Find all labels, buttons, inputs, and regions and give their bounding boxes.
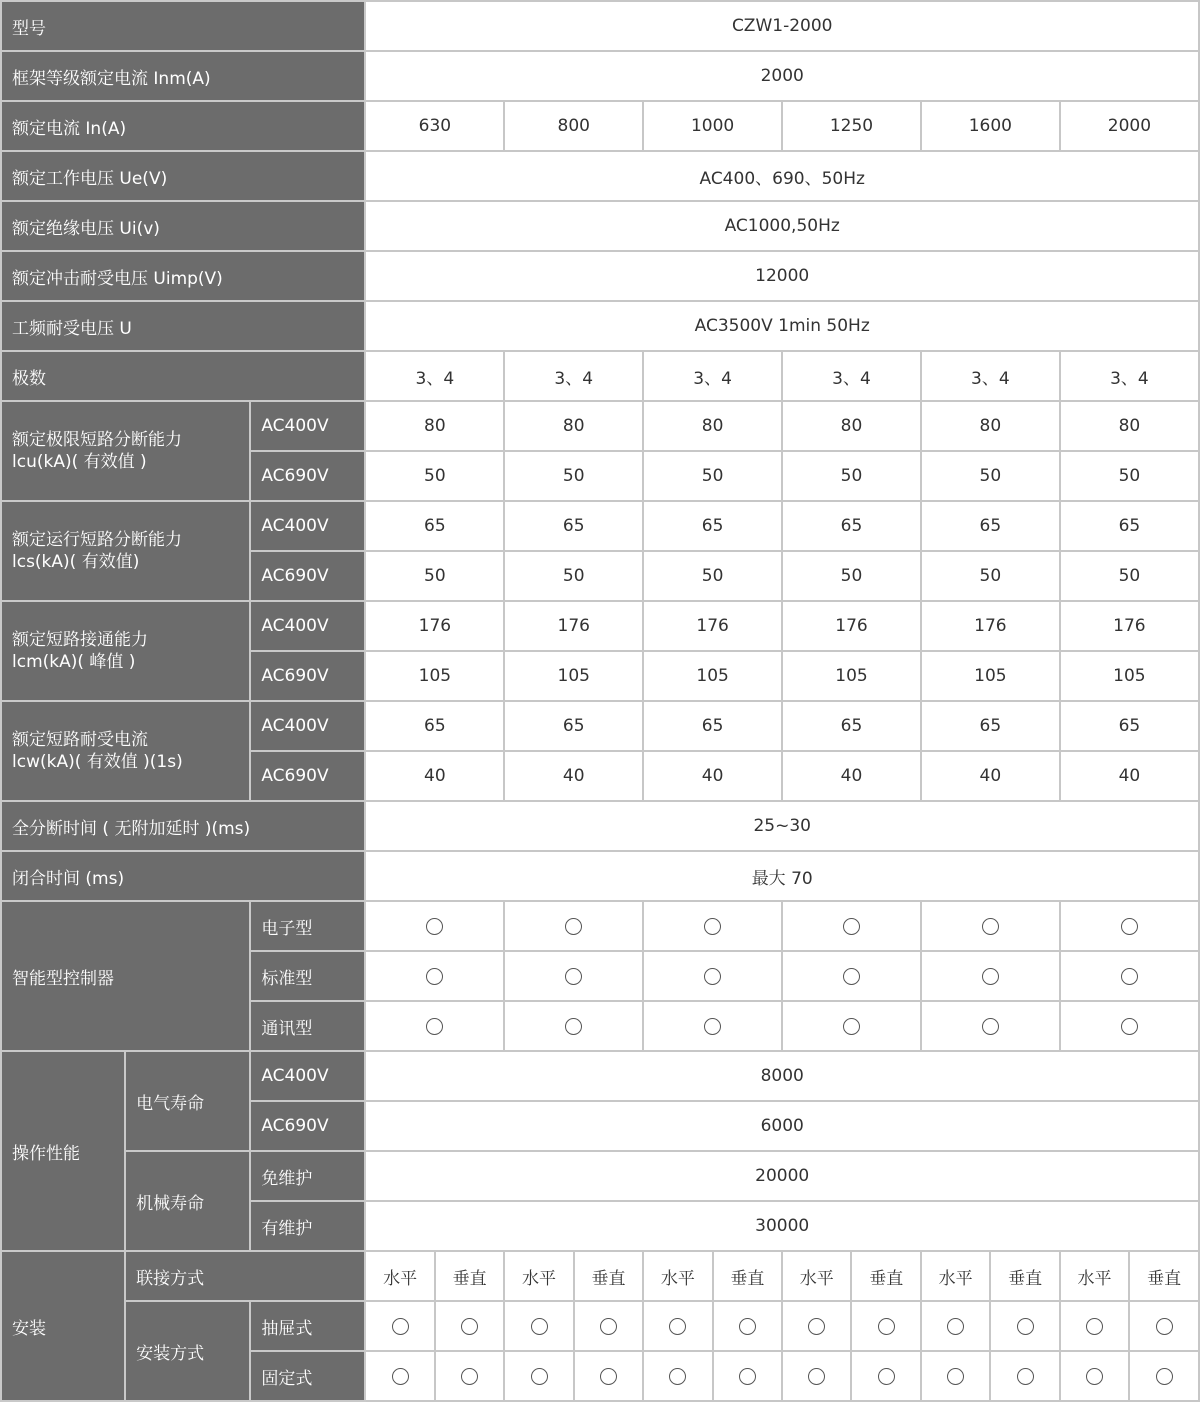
circle-icon — [843, 1018, 860, 1035]
row-poles — [1, 351, 1199, 401]
voltage-label: AC400V — [250, 401, 365, 451]
supported-cell — [1129, 1351, 1199, 1401]
row-controller-electronic — [1, 901, 1199, 951]
row-label: 额定电流 In(A) — [1, 101, 365, 151]
row-label: 工频耐受电压 U — [1, 301, 365, 351]
row-rated-current — [1, 101, 1199, 151]
cell-value: 65 — [782, 701, 921, 751]
row-value: 12000 — [365, 251, 1199, 301]
label-line: 额定短路耐受电流 — [12, 730, 148, 750]
cell-value: 65 — [921, 701, 1060, 751]
circle-icon — [531, 1368, 548, 1385]
supported-cell — [504, 901, 643, 951]
cell-value: 1600 — [921, 101, 1060, 151]
row-value: 6000 — [365, 1101, 1199, 1151]
cell-value: 65 — [921, 501, 1060, 551]
row-ics-ac400 — [1, 501, 1199, 551]
connection-value: 垂直 — [713, 1251, 782, 1301]
row-insulation-voltage — [1, 201, 1199, 251]
cell-value: 65 — [504, 501, 643, 551]
label-line: lcm(kA)( 峰值 ) — [12, 652, 136, 672]
maintenance-label: 有维护 — [250, 1201, 365, 1251]
cell-value: 50 — [782, 451, 921, 501]
icw-label — [1, 701, 250, 801]
supported-cell — [782, 951, 921, 1001]
supported-cell — [643, 1351, 712, 1401]
supported-cell — [435, 1301, 504, 1351]
circle-icon — [426, 1018, 443, 1035]
supported-cell — [574, 1351, 643, 1401]
circle-icon — [704, 918, 721, 935]
cell-value: 176 — [504, 601, 643, 651]
supported-cell — [643, 1001, 782, 1051]
label-line: lcw(kA)( 有效值 )(1s) — [12, 752, 183, 772]
cell-value: 50 — [1060, 551, 1199, 601]
install-label: 安装 — [1, 1251, 125, 1401]
controller-label: 智能型控制器 — [1, 901, 250, 1051]
cell-value: 80 — [782, 401, 921, 451]
cell-value: 1250 — [782, 101, 921, 151]
voltage-label: AC400V — [250, 601, 365, 651]
voltage-label: AC400V — [250, 1051, 365, 1101]
supported-cell — [435, 1351, 504, 1401]
cell-value: 50 — [504, 451, 643, 501]
cell-value: 3、4 — [1060, 351, 1199, 401]
circle-icon — [669, 1368, 686, 1385]
circle-icon — [1156, 1368, 1173, 1385]
circle-icon — [1121, 918, 1138, 935]
row-label: 型号 — [1, 1, 365, 51]
supported-cell — [365, 1001, 504, 1051]
drawer-label: 抽屉式 — [250, 1301, 365, 1351]
circle-icon — [704, 1018, 721, 1035]
supported-cell — [990, 1301, 1059, 1351]
circle-icon — [704, 968, 721, 985]
cell-value: 50 — [504, 551, 643, 601]
circle-icon — [426, 968, 443, 985]
cell-value: 65 — [643, 501, 782, 551]
row-power-freq-voltage — [1, 301, 1199, 351]
cell-value: 40 — [365, 751, 504, 801]
cell-value: 80 — [1060, 401, 1199, 451]
row-icm-ac400 — [1, 601, 1199, 651]
cell-value: 40 — [921, 751, 1060, 801]
supported-cell — [1060, 951, 1199, 1001]
supported-cell — [782, 1001, 921, 1051]
cell-value: 50 — [365, 451, 504, 501]
row-label: 全分断时间 ( 无附加延时 )(ms) — [1, 801, 365, 851]
row-value: AC3500V 1min 50Hz — [365, 301, 1199, 351]
row-label: 额定绝缘电压 Ui(v) — [1, 201, 365, 251]
supported-cell — [921, 1001, 1060, 1051]
voltage-label: AC690V — [250, 1101, 365, 1151]
row-label: 极数 — [1, 351, 365, 401]
connection-value: 水平 — [643, 1251, 712, 1301]
row-break-time — [1, 801, 1199, 851]
supported-cell — [782, 1351, 851, 1401]
supported-cell — [1060, 901, 1199, 951]
cell-value: 50 — [643, 451, 782, 501]
row-value: AC400、690、50Hz — [365, 151, 1199, 201]
cell-value: 105 — [365, 651, 504, 701]
supported-cell — [643, 951, 782, 1001]
supported-cell — [574, 1301, 643, 1351]
supported-cell — [643, 1301, 712, 1351]
cell-value: 176 — [782, 601, 921, 651]
row-value: 25~30 — [365, 801, 1199, 851]
voltage-label: AC400V — [250, 501, 365, 551]
supported-cell — [365, 901, 504, 951]
mechanical-life-label: 机械寿命 — [125, 1151, 250, 1251]
row-value: 最大 70 — [365, 851, 1199, 901]
circle-icon — [982, 918, 999, 935]
supported-cell — [504, 1351, 573, 1401]
supported-cell — [782, 1301, 851, 1351]
circle-icon — [426, 918, 443, 935]
cell-value: 65 — [782, 501, 921, 551]
circle-icon — [669, 1318, 686, 1335]
circle-icon — [1086, 1318, 1103, 1335]
connection-value: 水平 — [1060, 1251, 1129, 1301]
supported-cell — [365, 1351, 434, 1401]
voltage-label: AC690V — [250, 451, 365, 501]
row-drawer — [1, 1301, 1199, 1351]
row-value: CZW1-2000 — [365, 1, 1199, 51]
connection-value: 垂直 — [1129, 1251, 1199, 1301]
cell-value: 50 — [782, 551, 921, 601]
supported-cell — [713, 1351, 782, 1401]
connection-value: 水平 — [504, 1251, 573, 1301]
label-line: lcu(kA)( 有效值 ) — [12, 452, 147, 472]
supported-cell — [1060, 1001, 1199, 1051]
row-frame-current — [1, 51, 1199, 101]
circle-icon — [1017, 1318, 1034, 1335]
electrical-life-label: 电气寿命 — [125, 1051, 250, 1151]
voltage-label: AC690V — [250, 551, 365, 601]
row-icu-ac400 — [1, 401, 1199, 451]
supported-cell — [365, 951, 504, 1001]
circle-icon — [808, 1368, 825, 1385]
circle-icon — [982, 1018, 999, 1035]
cell-value: 65 — [1060, 501, 1199, 551]
row-electrical-ac400 — [1, 1051, 1199, 1101]
row-work-voltage — [1, 151, 1199, 201]
circle-icon — [878, 1368, 895, 1385]
cell-value: 105 — [643, 651, 782, 701]
circle-icon — [531, 1318, 548, 1335]
cell-value: 3、4 — [643, 351, 782, 401]
circle-icon — [982, 968, 999, 985]
connection-value: 水平 — [365, 1251, 434, 1301]
cell-value: 40 — [782, 751, 921, 801]
label-line: lcs(kA)( 有效值) — [12, 552, 140, 572]
cell-value: 1000 — [643, 101, 782, 151]
cell-value: 65 — [365, 701, 504, 751]
row-value: 30000 — [365, 1201, 1199, 1251]
circle-icon — [947, 1318, 964, 1335]
cell-value: 80 — [365, 401, 504, 451]
supported-cell — [1060, 1351, 1129, 1401]
circle-icon — [1017, 1368, 1034, 1385]
fixed-label: 固定式 — [250, 1351, 365, 1401]
row-value: 20000 — [365, 1151, 1199, 1201]
circle-icon — [461, 1318, 478, 1335]
cell-value: 40 — [504, 751, 643, 801]
row-model — [1, 1, 1199, 51]
voltage-label: AC400V — [250, 701, 365, 751]
supported-cell — [504, 1001, 643, 1051]
row-close-time — [1, 851, 1199, 901]
icu-label — [1, 401, 250, 501]
circle-icon — [843, 968, 860, 985]
cell-value: 65 — [504, 701, 643, 751]
cell-value: 176 — [1060, 601, 1199, 651]
row-value: AC1000,50Hz — [365, 201, 1199, 251]
cell-value: 3、4 — [365, 351, 504, 401]
circle-icon — [600, 1368, 617, 1385]
label-line: 额定运行短路分断能力 — [12, 530, 182, 550]
maintenance-label: 免维护 — [250, 1151, 365, 1201]
icm-label — [1, 601, 250, 701]
supported-cell — [921, 951, 1060, 1001]
cell-value: 50 — [921, 551, 1060, 601]
controller-type-label: 标准型 — [250, 951, 365, 1001]
row-label: 额定工作电压 Ue(V) — [1, 151, 365, 201]
supported-cell — [643, 901, 782, 951]
supported-cell — [851, 1301, 920, 1351]
row-label: 框架等级额定电流 Inm(A) — [1, 51, 365, 101]
supported-cell — [921, 1351, 990, 1401]
supported-cell — [504, 1301, 573, 1351]
row-connection — [1, 1251, 1199, 1301]
row-impulse-voltage — [1, 251, 1199, 301]
circle-icon — [739, 1368, 756, 1385]
supported-cell — [990, 1351, 1059, 1401]
voltage-label: AC690V — [250, 751, 365, 801]
cell-value: 3、4 — [504, 351, 643, 401]
cell-value: 40 — [1060, 751, 1199, 801]
controller-type-label: 电子型 — [250, 901, 365, 951]
connection-value: 垂直 — [990, 1251, 1059, 1301]
cell-value: 630 — [365, 101, 504, 151]
label-line: 额定短路接通能力 — [12, 630, 148, 650]
row-value: 8000 — [365, 1051, 1199, 1101]
circle-icon — [392, 1368, 409, 1385]
operation-label: 操作性能 — [1, 1051, 125, 1251]
cell-value: 50 — [643, 551, 782, 601]
connection-value: 水平 — [921, 1251, 990, 1301]
connection-value: 垂直 — [574, 1251, 643, 1301]
circle-icon — [843, 918, 860, 935]
cell-value: 65 — [643, 701, 782, 751]
cell-value: 80 — [921, 401, 1060, 451]
circle-icon — [1086, 1368, 1103, 1385]
supported-cell — [713, 1301, 782, 1351]
controller-type-label: 通讯型 — [250, 1001, 365, 1051]
supported-cell — [1060, 1301, 1129, 1351]
circle-icon — [1156, 1318, 1173, 1335]
circle-icon — [600, 1318, 617, 1335]
supported-cell — [504, 951, 643, 1001]
supported-cell — [921, 901, 1060, 951]
install-method-label: 安装方式 — [125, 1301, 250, 1401]
cell-value: 80 — [504, 401, 643, 451]
cell-value: 65 — [1060, 701, 1199, 751]
circle-icon — [947, 1368, 964, 1385]
row-icw-ac400 — [1, 701, 1199, 751]
circle-icon — [565, 968, 582, 985]
supported-cell — [1129, 1301, 1199, 1351]
row-mechanical-free — [1, 1151, 1199, 1201]
circle-icon — [878, 1318, 895, 1335]
cell-value: 50 — [921, 451, 1060, 501]
cell-value: 176 — [365, 601, 504, 651]
cell-value: 50 — [365, 551, 504, 601]
cell-value: 3、4 — [782, 351, 921, 401]
connection-value: 垂直 — [435, 1251, 504, 1301]
circle-icon — [739, 1318, 756, 1335]
circle-icon — [808, 1318, 825, 1335]
cell-value: 3、4 — [921, 351, 1060, 401]
cell-value: 105 — [782, 651, 921, 701]
circle-icon — [565, 1018, 582, 1035]
connection-value: 垂直 — [851, 1251, 920, 1301]
supported-cell — [365, 1301, 434, 1351]
cell-value: 800 — [504, 101, 643, 151]
circle-icon — [392, 1318, 409, 1335]
ics-label — [1, 501, 250, 601]
circle-icon — [1121, 1018, 1138, 1035]
circle-icon — [1121, 968, 1138, 985]
supported-cell — [921, 1301, 990, 1351]
cell-value: 65 — [365, 501, 504, 551]
row-value: 2000 — [365, 51, 1199, 101]
circle-icon — [461, 1368, 478, 1385]
cell-value: 176 — [921, 601, 1060, 651]
connection-label: 联接方式 — [125, 1251, 365, 1301]
supported-cell — [782, 901, 921, 951]
row-label: 闭合时间 (ms) — [1, 851, 365, 901]
supported-cell — [851, 1351, 920, 1401]
cell-value: 176 — [643, 601, 782, 651]
cell-value: 105 — [504, 651, 643, 701]
cell-value: 80 — [643, 401, 782, 451]
cell-value: 105 — [1060, 651, 1199, 701]
voltage-label: AC690V — [250, 651, 365, 701]
circle-icon — [565, 918, 582, 935]
cell-value: 50 — [1060, 451, 1199, 501]
connection-value: 水平 — [782, 1251, 851, 1301]
label-line: 额定极限短路分断能力 — [12, 430, 182, 450]
cell-value: 40 — [643, 751, 782, 801]
cell-value: 105 — [921, 651, 1060, 701]
row-label: 额定冲击耐受电压 Uimp(V) — [1, 251, 365, 301]
cell-value: 2000 — [1060, 101, 1199, 151]
